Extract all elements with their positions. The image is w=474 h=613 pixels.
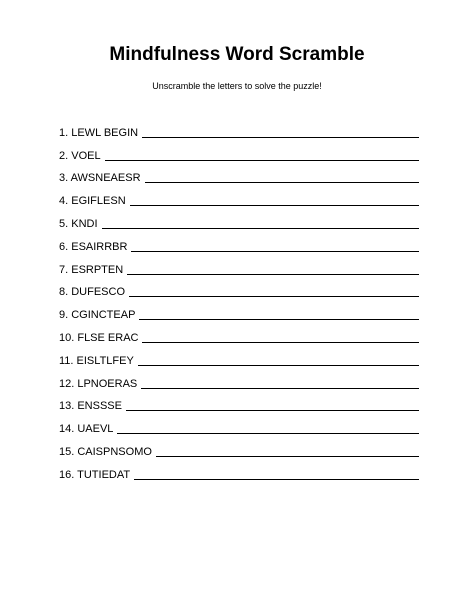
scrambled-word: 1. LEWL BEGIN bbox=[59, 126, 139, 139]
scrambled-word: 9. CGINCTEAP bbox=[59, 309, 136, 322]
list-item bbox=[59, 277, 419, 300]
scrambled-word: 6. ESAIRRBR bbox=[59, 240, 128, 253]
scrambled-word: 7. ESRPTEN bbox=[59, 263, 124, 276]
answer-line[interactable] bbox=[127, 274, 419, 275]
instructions: Unscramble the letters to solve the puzzle! bbox=[152, 81, 322, 91]
page-title: Mindfulness Word Scramble bbox=[109, 44, 365, 65]
list-item bbox=[59, 140, 419, 163]
list-item bbox=[59, 163, 419, 186]
list-item bbox=[59, 368, 419, 391]
list-item bbox=[59, 185, 419, 208]
scrambled-word: 14. UAEVL bbox=[59, 423, 114, 436]
scrambled-word: 13. ENSSSE bbox=[59, 400, 122, 413]
answer-line[interactable] bbox=[145, 182, 419, 183]
scrambled-word: 8. DUFESCO bbox=[59, 286, 126, 299]
answer-line[interactable] bbox=[126, 410, 419, 411]
list-item bbox=[59, 254, 419, 277]
scrambled-word: 15. CAISPNSOMO bbox=[59, 445, 152, 458]
answer-line[interactable] bbox=[138, 365, 419, 366]
scrambled-word: 11. EISLTLFEY bbox=[59, 354, 134, 367]
scrambled-word: 5. KNDI bbox=[59, 217, 98, 230]
list-item bbox=[59, 299, 419, 322]
list-item bbox=[59, 345, 419, 368]
answer-line[interactable] bbox=[142, 342, 419, 343]
answer-line[interactable] bbox=[131, 251, 419, 252]
scrambled-word: 2. VOEL bbox=[59, 149, 101, 162]
list-item bbox=[59, 391, 419, 414]
list-item bbox=[59, 231, 419, 254]
list-item bbox=[59, 436, 419, 459]
scrambled-word: 12. LPNOERAS bbox=[59, 377, 138, 390]
answer-line[interactable] bbox=[134, 479, 419, 480]
answer-line[interactable] bbox=[156, 456, 419, 457]
answer-line[interactable] bbox=[105, 160, 419, 161]
answer-line[interactable] bbox=[130, 205, 419, 206]
list-item bbox=[59, 208, 419, 231]
scrambled-word: 3. AWSNEAESR bbox=[59, 172, 141, 185]
scrambled-word: 10. FLSE ERAC bbox=[59, 331, 139, 344]
scrambled-word: 16. TUTIEDAT bbox=[59, 468, 131, 481]
answer-line[interactable] bbox=[102, 228, 419, 229]
list-item bbox=[59, 459, 419, 482]
answer-line[interactable] bbox=[117, 433, 419, 434]
list-item bbox=[59, 117, 419, 140]
answer-line[interactable] bbox=[142, 137, 419, 138]
list-item bbox=[59, 322, 419, 345]
answer-line[interactable] bbox=[139, 319, 419, 320]
answer-line[interactable] bbox=[129, 296, 419, 297]
list-item bbox=[59, 413, 419, 436]
answer-line[interactable] bbox=[141, 388, 419, 389]
scrambled-word: 4. EGIFLESN bbox=[59, 195, 126, 208]
scramble-list bbox=[59, 117, 419, 482]
